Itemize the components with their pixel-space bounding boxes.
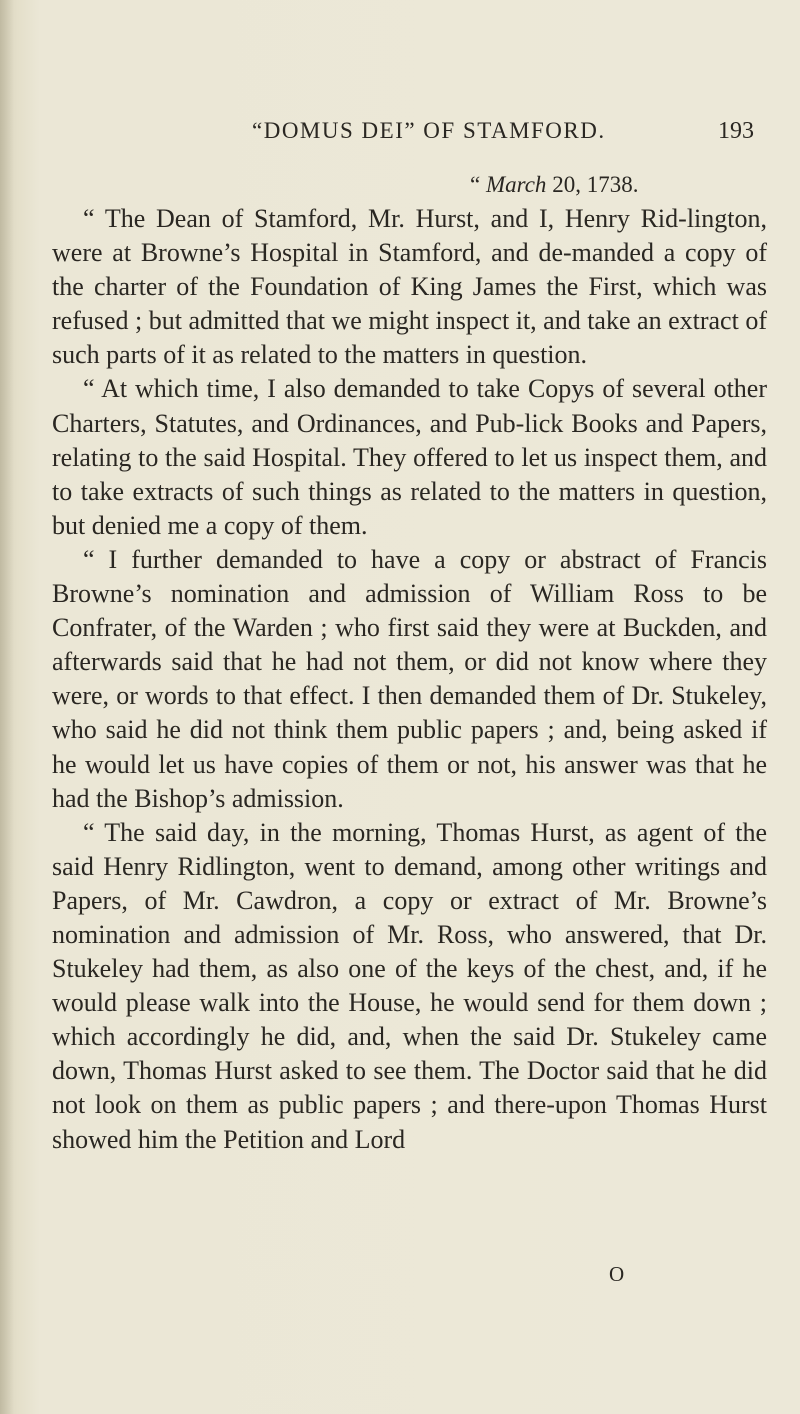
dateline — [470, 172, 638, 198]
paragraph-3: “ I further demanded to have a copy or abstract of Francis Browne’s nomination and admission of William Ross to be Confrater, of the Warden ; who first said they were at Buckden, and afterwards said that he had not them, or did not know where they were, or words to that effect. I then demanded them of Dr. Stukeley, who said he did not think them public papers ; and, being asked if he would let us have copies of them or not, his answer was that he had the Bishop’s admission. — [52, 544, 767, 813]
gutter-shadow — [0, 0, 14, 1414]
dateline-day-year: 20, 1738. — [546, 172, 639, 197]
running-title: “DOMUS DEI” OF STAMFORD. — [252, 118, 606, 143]
signature-mark: O — [609, 1262, 625, 1286]
dateline-open-quote: “ — [470, 172, 486, 197]
paragraph-1: “ The Dean of Stamford, Mr. Hurst, and I, Henry Rid-lington, were at Browne’s Hospital in Stamford, and de-manded a copy of the charter of the Foundation of King James the First, which was refused ; but admitted that we might inspect it, and take an extract of such parts of it as related to the matters in question. — [52, 204, 767, 370]
running-head — [0, 118, 800, 152]
paragraph-2: “ At which time, I also demanded to take Copys of several other Charters, Statutes, and Ordinances, and Pub-lick Books and Papers, relating to the said Hospital. They offered to let us inspect them, and to take extracts of such things as related to the matters in question, but denied me a copy of them. — [52, 374, 767, 540]
dateline-month: March — [485, 172, 547, 197]
page-number: 193 — [718, 118, 754, 144]
body-text — [52, 202, 767, 1157]
paragraph-4: “ The said day, in the morning, Thomas Hurst, as agent of the said Henry Ridlington, went to demand, among other writings and Papers, of Mr. Cawdron, a copy or extract of Mr. Browne’s nomination and admission of Mr. Ross, who answered, that Dr. Stukeley had them, as also one of the keys of the chest, and, if he would please walk into the House, he would send for them down ; which accordingly he did, and, when the said Dr. Stukeley came down, Thomas Hurst asked to see them. The Doctor said that he did not look on them as public papers ; and there-upon Thomas Hurst showed him the Petition and Lord — [52, 817, 767, 1154]
